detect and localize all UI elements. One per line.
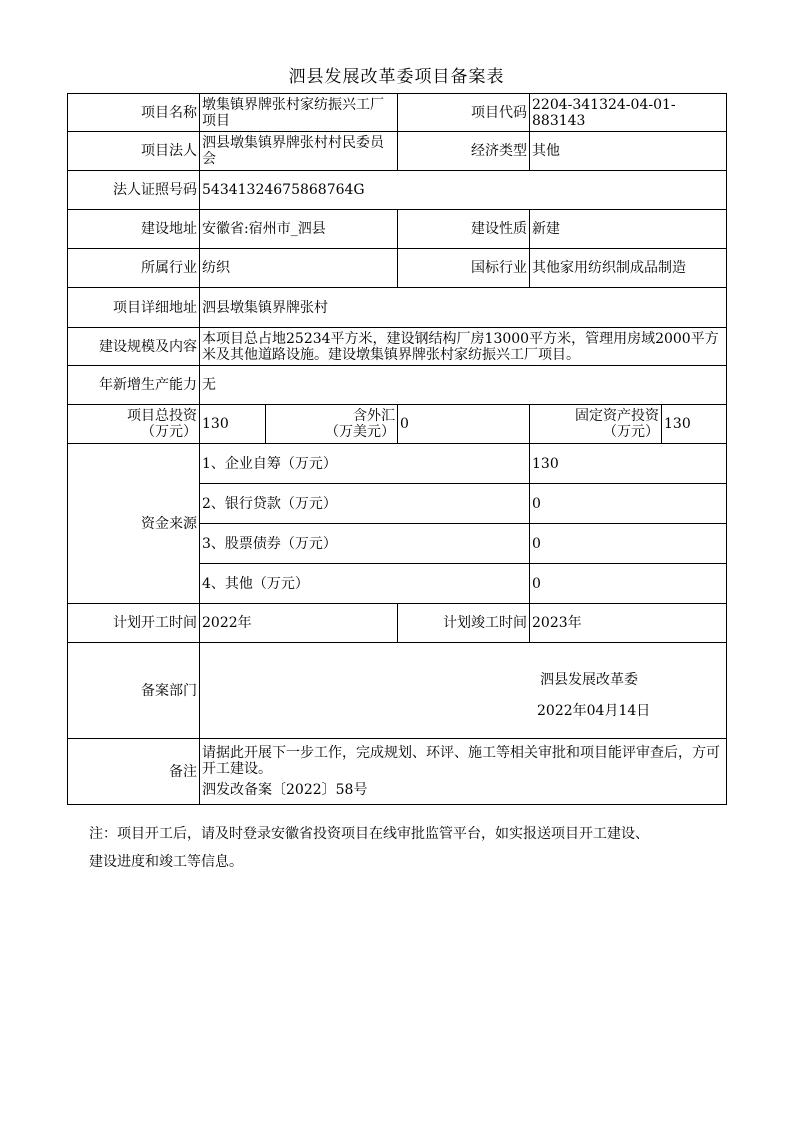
economic-type-label: 经济类型 — [398, 132, 530, 171]
funding-item-label: 1、企业自筹（万元） — [200, 444, 530, 484]
row-schedule — [68, 604, 727, 643]
detail-address-value: 泗县墩集镇界牌张村 — [200, 288, 727, 328]
fixed-investment-value: 130 — [662, 405, 727, 444]
build-nature-label: 建设性质 — [398, 210, 530, 249]
page-title: 泗县发展改革委项目备案表 — [288, 67, 505, 87]
detail-address-label: 项目详细地址 — [68, 288, 200, 328]
funding-item-value: 0 — [530, 524, 727, 564]
row-project-name — [68, 94, 727, 132]
footnote — [89, 820, 732, 876]
row-remarks — [68, 739, 727, 805]
fixed-investment-label — [530, 405, 662, 444]
filing-dept-label: 备案部门 — [68, 643, 200, 739]
project-code-value: 2204-341324-04-01-883143 — [530, 94, 727, 132]
scale-content-label: 建设规模及内容 — [68, 328, 200, 366]
total-investment-label — [68, 405, 200, 444]
industry-value: 纺织 — [200, 249, 398, 288]
funding-item-label: 4、其他（万元） — [200, 564, 530, 604]
forex-label-line1: 含外汇 — [353, 408, 395, 424]
filing-dept-cell — [200, 643, 727, 739]
row-detail-address — [68, 288, 727, 328]
build-address-value: 安徽省:宿州市_泗县 — [200, 210, 398, 249]
build-address-label: 建设地址 — [68, 210, 200, 249]
filing-date: 2022年04月14日 — [537, 703, 651, 719]
funding-source-label: 资金来源 — [68, 444, 200, 604]
filing-dept-name: 泗县发展改革委 — [540, 672, 638, 688]
funding-item-value: 130 — [530, 444, 727, 484]
total-investment-label-line1: 项目总投资 — [127, 408, 197, 424]
project-name-value: 墩集镇界牌张村家纺振兴工厂项目 — [200, 94, 398, 132]
scale-content-value: 本项目总占地25234平方米，建设钢结构厂房13000平方米，管理用房域2000平方米及其他道路设施。建设墩集镇界牌张村家纺振兴工厂项目。 — [200, 328, 727, 366]
industry-label: 所属行业 — [68, 249, 200, 288]
legal-person-value: 泗县墩集镇界牌张村村民委员会 — [200, 132, 398, 171]
economic-type-value: 其他 — [530, 132, 727, 171]
fixed-investment-label-line2: （万元） — [603, 424, 659, 440]
license-no-label: 法人证照号码 — [68, 171, 200, 210]
build-nature-value: 新建 — [530, 210, 727, 249]
row-industry — [68, 249, 727, 288]
project-code-label: 项目代码 — [398, 94, 530, 132]
end-time-label: 计划竣工时间 — [398, 604, 530, 643]
row-build-address — [68, 210, 727, 249]
total-investment-value: 130 — [200, 405, 266, 444]
funding-item-value: 0 — [530, 564, 727, 604]
row-scale-content — [68, 328, 727, 366]
forex-label — [266, 405, 398, 444]
funding-row — [68, 444, 727, 484]
funding-item-value: 0 — [530, 484, 727, 524]
funding-item-label: 3、股票债券（万元） — [200, 524, 530, 564]
license-no-value: 54341324675868764G — [200, 171, 727, 210]
footnote-line2: 建设进度和竣工等信息。 — [89, 854, 243, 870]
national-industry-label: 国标行业 — [398, 249, 530, 288]
filing-form-table — [67, 93, 727, 805]
forex-label-line2: （万美元） — [325, 424, 395, 440]
remarks-label: 备注 — [68, 739, 200, 805]
row-legal-person — [68, 132, 727, 171]
remarks-text: 请据此开展下一步工作，完成规划、环评、施工等相关审批和项目能评审查后，方可开工建设。 — [202, 745, 720, 777]
footnote-line1: 注：项目开工后，请及时登录安徽省投资项目在线审批监管平台，如实报送项目开工建设、 — [89, 826, 649, 842]
new-capacity-value: 无 — [200, 366, 727, 405]
funding-item-label: 2、银行贷款（万元） — [200, 484, 530, 524]
total-investment-label-line2: （万元） — [141, 424, 197, 440]
row-license — [68, 171, 727, 210]
new-capacity-label: 年新增生产能力 — [68, 366, 200, 405]
end-time-value: 2023年 — [530, 604, 727, 643]
national-industry-value: 其他家用纺织制成品制造 — [530, 249, 727, 288]
remarks-file-no: 泗发改备案〔2022〕58号 — [202, 782, 368, 798]
start-time-value: 2022年 — [200, 604, 398, 643]
row-filing-dept — [68, 643, 727, 739]
remarks-cell — [200, 739, 727, 805]
row-new-capacity — [68, 366, 727, 405]
start-time-label: 计划开工时间 — [68, 604, 200, 643]
fixed-investment-label-line1: 固定资产投资 — [575, 408, 659, 424]
legal-person-label: 项目法人 — [68, 132, 200, 171]
forex-value: 0 — [398, 405, 530, 444]
row-investment — [68, 405, 727, 444]
project-name-label: 项目名称 — [68, 94, 200, 132]
